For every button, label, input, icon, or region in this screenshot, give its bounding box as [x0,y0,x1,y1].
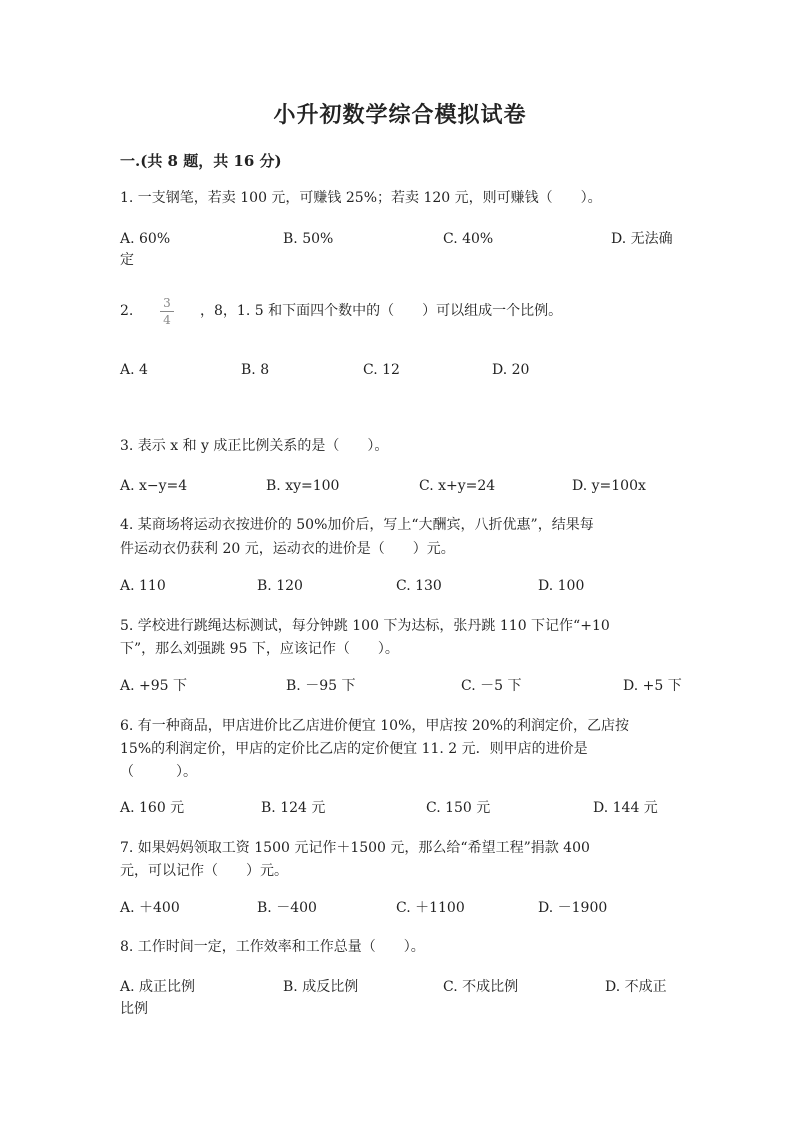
q2-option-c: C. 12 [363,362,400,378]
q1-option-b: B. 50% [283,231,334,247]
question-6-line-1: 6. 有一种商品，甲店进价比乙店进价便宜 10%，甲店按 20%的利润定价，乙店按 [120,718,629,734]
question-2: ，8，1. 5 和下面四个数中的（ ）可以组成一个比例。 [200,303,563,319]
question-7-line-2: 元，可以记作（ ）元。 [120,863,288,879]
question-6-line-2: 15%的利润定价，甲店的定价比乙店的定价便宜 11. 2 元．则甲店的进价是 [120,741,588,757]
q4-option-d: D. 100 [538,578,585,594]
question-1: 1. 一支钢笔，若卖 100 元，可赚钱 25%；若卖 120 元，则可赚钱（ ）。 [120,190,602,206]
q2-fraction [160,296,174,327]
q6-option-d: D. 144 元 [593,800,658,816]
question-4-line-1: 4. 某商场将运动衣按进价的 50%加价后，写上“大酬宾，八折优惠”，结果每 [120,517,594,533]
q8-option-b: B. 成反比例 [283,979,359,995]
q7-option-d: D. －1900 [538,900,608,916]
q5-option-c: C. －5 下 [461,678,522,694]
q5-option-b: B. －95 下 [286,678,356,694]
q6-option-b: B. 124 元 [261,800,326,816]
fraction-numerator: 3 [163,296,171,310]
q4-option-b: B. 120 [257,578,303,594]
section-heading: 一.(共 8 题，共 16 分) [120,152,282,170]
q6-option-c: C. 150 元 [426,800,491,816]
fraction-bar [160,311,174,312]
q1-option-a: A. 60% [120,231,171,247]
q7-option-b: B. －400 [257,900,317,916]
q3-option-a: A. x−y=4 [120,478,188,494]
question-6-line-3: （ ）。 [120,764,197,780]
q4-option-a: A. 110 [120,578,166,594]
q1-option-d-wrap: 定 [120,252,134,268]
q5-option-a: A. +95 下 [120,678,188,694]
page-title: 小升初数学综合模拟试卷 [273,102,527,128]
q2-option-d: D. 20 [492,362,530,378]
q7-option-c: C. ＋1100 [396,900,465,916]
q8-option-d-wrap: 比例 [120,1001,148,1017]
q3-option-b: B. xy=100 [266,478,340,494]
question-5-line-2: 下”，那么刘强跳 95 下，应该记作（ ）。 [120,641,399,657]
q8-option-a: A. 成正比例 [120,979,196,995]
q3-option-d: D. y=100x [572,478,646,494]
q6-option-a: A. 160 元 [120,800,185,816]
question-8: 8. 工作时间一定，工作效率和工作总量（ ）。 [120,939,425,955]
question-3: 3. 表示 x 和 y 成正比例关系的是（ ）。 [120,438,389,454]
fraction-denominator: 4 [163,313,171,327]
question-4-line-2: 件运动衣仍获利 20 元，运动衣的进价是（ ）元。 [120,541,455,557]
question-5-line-1: 5. 学校进行跳绳达标测试，每分钟跳 100 下为达标，张丹跳 110 下记作“+10 [120,618,610,634]
q4-option-c: C. 130 [396,578,442,594]
question-7-line-1: 7. 如果妈妈领取工资 1500 元记作＋1500 元，那么给“希望工程”捐款 400 [120,840,590,856]
q2-option-a: A. 4 [120,362,148,378]
q7-option-a: A. ＋400 [120,900,180,916]
q3-option-c: C. x+y=24 [419,478,496,494]
q1-option-d: D. 无法确 [611,231,673,247]
q2-number: 2. [120,303,134,319]
q8-option-d: D. 不成正 [605,979,667,995]
q1-option-c: C. 40% [443,231,494,247]
q8-option-c: C. 不成比例 [443,979,519,995]
q5-option-d: D. +5 下 [623,678,682,694]
q2-option-b: B. 8 [241,362,270,378]
